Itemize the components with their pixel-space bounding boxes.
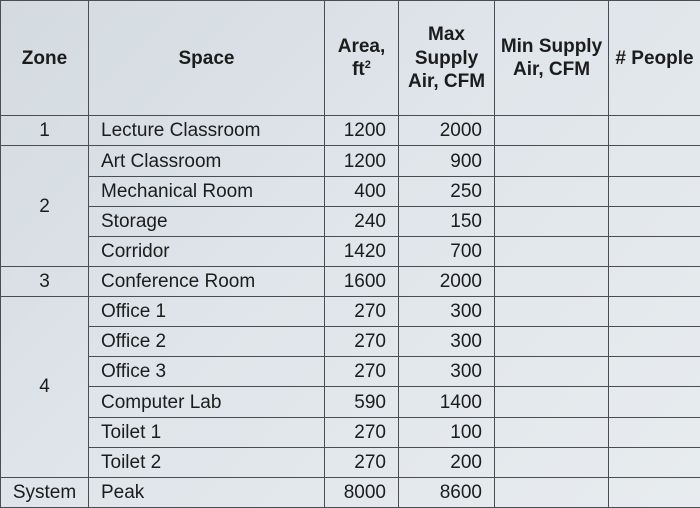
people-cell[interactable]: [609, 417, 700, 447]
table-row: [1, 327, 700, 357]
people-cell[interactable]: [609, 116, 700, 146]
table-row: [1, 176, 700, 206]
space-cell: Lecture Classroom: [89, 116, 325, 146]
header-zone: Zone: [1, 1, 89, 116]
area-cell: 270: [325, 417, 399, 447]
max-supply-cell: 8600: [399, 477, 495, 507]
min-supply-cell[interactable]: [495, 176, 609, 206]
zone-cell: 2: [1, 146, 89, 267]
space-cell: Computer Lab: [89, 387, 325, 417]
area-cell: 1200: [325, 146, 399, 176]
min-supply-cell[interactable]: [495, 297, 609, 327]
area-cell: 1200: [325, 116, 399, 146]
people-cell[interactable]: [609, 297, 700, 327]
max-supply-cell: 900: [399, 146, 495, 176]
header-max-supply-air: Max Supply Air, CFM: [399, 1, 495, 116]
max-supply-cell: 300: [399, 357, 495, 387]
people-cell[interactable]: [609, 357, 700, 387]
system-total-row: [1, 477, 700, 507]
people-cell[interactable]: [609, 176, 700, 206]
min-supply-cell[interactable]: [495, 417, 609, 447]
table-row: [1, 266, 700, 296]
max-supply-cell: 250: [399, 176, 495, 206]
header-area: [325, 1, 399, 116]
space-cell: Office 2: [89, 327, 325, 357]
area-cell: 1420: [325, 236, 399, 266]
area-cell: 270: [325, 357, 399, 387]
area-cell: 400: [325, 176, 399, 206]
table-row: [1, 116, 700, 146]
min-supply-cell[interactable]: [495, 266, 609, 296]
max-supply-cell: 100: [399, 417, 495, 447]
area-cell: 240: [325, 206, 399, 236]
max-supply-cell: 700: [399, 236, 495, 266]
max-supply-cell: 200: [399, 447, 495, 477]
people-cell[interactable]: [609, 387, 700, 417]
min-supply-cell[interactable]: [495, 236, 609, 266]
max-supply-cell: 1400: [399, 387, 495, 417]
zone-cell: 3: [1, 266, 89, 296]
min-supply-cell[interactable]: [495, 357, 609, 387]
table-row: [1, 447, 700, 477]
table-row: [1, 236, 700, 266]
max-supply-cell: 2000: [399, 266, 495, 296]
space-cell: Storage: [89, 206, 325, 236]
min-supply-cell[interactable]: [495, 387, 609, 417]
table-row: [1, 146, 700, 176]
header-min-supply-air: Min Supply Air, CFM: [495, 1, 609, 116]
area-cell: 270: [325, 447, 399, 477]
header-area-label: Area,: [337, 35, 386, 57]
area-cell: 270: [325, 297, 399, 327]
space-cell: Toilet 1: [89, 417, 325, 447]
min-supply-cell[interactable]: [495, 477, 609, 507]
space-cell: Office 1: [89, 297, 325, 327]
max-supply-cell: 300: [399, 327, 495, 357]
min-supply-cell[interactable]: [495, 146, 609, 176]
space-cell: Conference Room: [89, 266, 325, 296]
people-cell[interactable]: [609, 327, 700, 357]
space-cell: Art Classroom: [89, 146, 325, 176]
people-cell[interactable]: [609, 477, 700, 507]
area-cell: 270: [325, 327, 399, 357]
people-cell[interactable]: [609, 236, 700, 266]
zone-cell: System: [1, 477, 89, 507]
min-supply-cell[interactable]: [495, 206, 609, 236]
max-supply-cell: 300: [399, 297, 495, 327]
area-cell: 8000: [325, 477, 399, 507]
max-supply-cell: 150: [399, 206, 495, 236]
header-row: [1, 1, 700, 116]
min-supply-cell[interactable]: [495, 447, 609, 477]
table-row: [1, 297, 700, 327]
table-row: [1, 387, 700, 417]
area-cell: 1600: [325, 266, 399, 296]
table-row: [1, 206, 700, 236]
area-cell: 590: [325, 387, 399, 417]
header-area-unit: ft: [352, 59, 365, 81]
table-row: [1, 417, 700, 447]
people-cell[interactable]: [609, 447, 700, 477]
header-people: # People: [609, 1, 700, 116]
space-cell: Corridor: [89, 236, 325, 266]
table-row: [1, 357, 700, 387]
space-cell: Toilet 2: [89, 447, 325, 477]
people-cell[interactable]: [609, 266, 700, 296]
header-area-unit-exponent: 2: [364, 59, 371, 72]
max-supply-cell: 2000: [399, 116, 495, 146]
people-cell[interactable]: [609, 206, 700, 236]
space-cell: Peak: [89, 477, 325, 507]
space-cell: Office 3: [89, 357, 325, 387]
min-supply-cell[interactable]: [495, 327, 609, 357]
space-cell: Mechanical Room: [89, 176, 325, 206]
min-supply-cell[interactable]: [495, 116, 609, 146]
header-space: Space: [89, 1, 325, 116]
zone-cell: 1: [1, 116, 89, 146]
people-cell[interactable]: [609, 146, 700, 176]
zone-cell: 4: [1, 297, 89, 478]
